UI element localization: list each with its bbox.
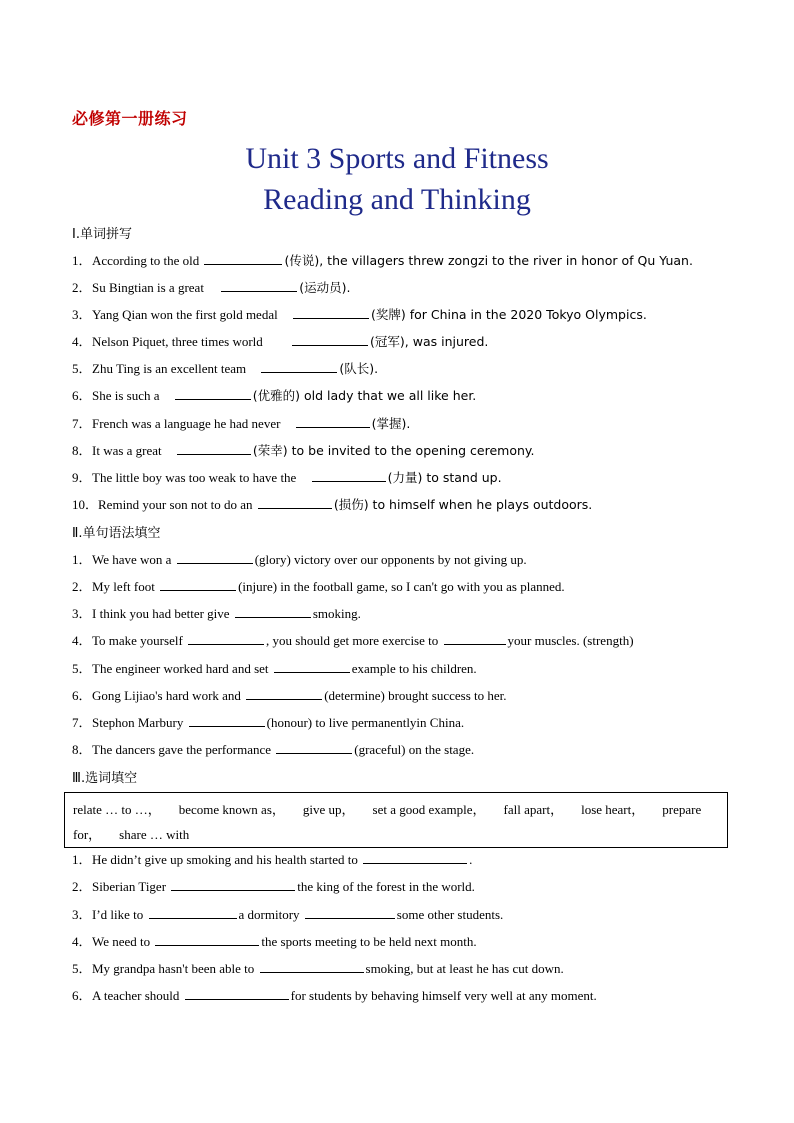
item-number: 2． xyxy=(72,579,92,594)
answer-blank[interactable] xyxy=(293,306,369,319)
word-bank-item: fall apart， xyxy=(503,802,564,817)
s1-item-5 xyxy=(72,358,732,377)
s3-item-2 xyxy=(72,876,732,895)
answer-blank[interactable] xyxy=(189,714,265,727)
section-1-heading: Ⅰ.单词拼写 xyxy=(72,227,132,242)
item-number: 7． xyxy=(72,715,92,730)
item-text: (优雅的) old lady that we all like her. xyxy=(252,388,477,403)
item-text: To make yourself xyxy=(92,633,187,648)
item-text: your muscles. (strength) xyxy=(507,633,634,648)
item-text: Nelson Piquet, three times world xyxy=(92,334,267,349)
item-text: I’d like to xyxy=(92,907,147,922)
item-number: 10． xyxy=(72,497,99,512)
item-number: 2． xyxy=(72,280,92,295)
answer-blank[interactable] xyxy=(155,933,259,946)
item-text: (冠军), was injured. xyxy=(370,334,489,349)
word-bank-item: lose heart， xyxy=(581,802,645,817)
answer-blank[interactable] xyxy=(188,632,264,645)
item-number: 1． xyxy=(72,253,92,268)
answer-blank[interactable] xyxy=(177,551,253,564)
item-number: 3． xyxy=(72,307,92,322)
item-text: smoking, but at least he has cut down. xyxy=(365,961,564,976)
item-text: I think you had better give xyxy=(92,606,233,621)
word-bank xyxy=(64,792,728,848)
item-text: Yang Qian won the first gold medal xyxy=(92,307,281,322)
answer-blank[interactable] xyxy=(221,279,297,292)
item-text: Zhu Ting is an excellent team xyxy=(92,361,250,376)
item-number: 6． xyxy=(72,988,92,1003)
item-number: 5． xyxy=(72,661,92,676)
item-text: (injure) in the football game, so I can't go with you as planned. xyxy=(238,579,565,594)
word-bank-item: share … with xyxy=(119,827,190,842)
answer-blank[interactable] xyxy=(171,878,295,891)
answer-blank[interactable] xyxy=(175,387,251,400)
item-text: He didn’t give up smoking and his health started to xyxy=(92,852,362,867)
word-bank-item: become known as， xyxy=(178,802,285,817)
s2-item-5 xyxy=(72,658,732,677)
item-text: It was a great xyxy=(92,443,165,458)
answer-blank[interactable] xyxy=(261,360,337,373)
item-text: The little boy was too weak to have the xyxy=(92,470,300,485)
item-number: 4． xyxy=(72,334,92,349)
item-text: Siberian Tiger xyxy=(92,879,170,894)
answer-blank[interactable] xyxy=(185,987,289,1000)
s1-item-7 xyxy=(72,413,732,432)
s1-item-4 xyxy=(72,331,732,350)
item-text: (荣幸) to be invited to the opening ceremony. xyxy=(252,443,535,458)
item-number: 1． xyxy=(72,552,92,567)
s3-item-3 xyxy=(72,904,732,923)
item-text: (奖牌) for China in the 2020 Tokyo Olympics. xyxy=(370,307,647,322)
answer-blank[interactable] xyxy=(276,741,352,754)
s2-item-4 xyxy=(72,630,732,649)
answer-blank[interactable] xyxy=(204,252,282,265)
s2-item-7 xyxy=(72,712,732,731)
item-text: (glory) victory over our opponents by not giving up. xyxy=(254,552,527,567)
s2-item-6 xyxy=(72,685,732,704)
item-text: , you should get more exercise to xyxy=(266,633,442,648)
item-number: 4． xyxy=(72,934,92,949)
answer-blank[interactable] xyxy=(305,906,395,919)
word-bank-item: set a good example， xyxy=(372,802,486,817)
item-text: some other students. xyxy=(396,907,504,922)
item-number: 6． xyxy=(72,388,92,403)
item-number: 3． xyxy=(72,907,92,922)
s1-item-8 xyxy=(72,440,732,459)
answer-blank[interactable] xyxy=(312,469,386,482)
answer-blank[interactable] xyxy=(246,687,322,700)
item-number: 1． xyxy=(72,852,92,867)
item-number: 3． xyxy=(72,606,92,621)
item-text: for students by behaving himself very well at any moment. xyxy=(290,988,597,1003)
item-text: The engineer worked hard and set xyxy=(92,661,272,676)
item-number: 5． xyxy=(72,961,92,976)
item-number: 9． xyxy=(72,470,92,485)
item-number: 5． xyxy=(72,361,92,376)
s1-item-6 xyxy=(72,385,732,404)
answer-blank[interactable] xyxy=(160,578,236,591)
word-bank-item: prepare for， xyxy=(73,802,702,842)
s1-item-2 xyxy=(72,277,732,296)
answer-blank[interactable] xyxy=(292,333,368,346)
s1-item-10 xyxy=(72,494,732,513)
s2-item-8 xyxy=(72,739,732,758)
s3-item-4 xyxy=(72,931,732,950)
word-bank-item: give up， xyxy=(302,802,355,817)
s3-item-1 xyxy=(72,849,732,868)
item-text: We need to xyxy=(92,934,154,949)
item-text: (损伤) to himself when he plays outdoors. xyxy=(333,497,593,512)
item-text: (队长). xyxy=(339,361,379,376)
item-text: We have won a xyxy=(92,552,175,567)
s1-item-3 xyxy=(72,304,732,323)
item-text: . xyxy=(469,852,473,867)
item-text: French was a language he had never xyxy=(92,416,284,431)
unit-title: Unit 3 Sports and Fitness xyxy=(245,142,549,175)
item-text: Stephon Marbury xyxy=(92,715,187,730)
answer-blank[interactable] xyxy=(149,906,237,919)
s1-item-1 xyxy=(72,250,732,269)
s2-item-1 xyxy=(72,549,732,568)
section-3-heading: Ⅲ.选词填空 xyxy=(72,771,138,786)
answer-blank[interactable] xyxy=(260,960,364,973)
item-text: Gong Lijiao's hard work and xyxy=(92,688,245,703)
item-text: The dancers gave the performance xyxy=(92,742,275,757)
item-text: the sports meeting to be held next month. xyxy=(261,934,477,949)
item-text: Su Bingtian is a great xyxy=(92,280,208,295)
answer-blank[interactable] xyxy=(363,851,467,864)
item-text: (运动员). xyxy=(299,280,351,295)
item-number: 8． xyxy=(72,742,92,757)
lesson-title: Reading and Thinking xyxy=(263,183,531,216)
item-text: (honour) to live permanentlyin China. xyxy=(266,715,465,730)
item-text: example to his children. xyxy=(351,661,477,676)
s1-item-9 xyxy=(72,467,732,486)
item-text: According to the old xyxy=(92,253,203,268)
item-text: (掌握). xyxy=(371,416,411,431)
s3-item-5 xyxy=(72,958,732,977)
item-text: (graceful) on the stage. xyxy=(354,742,475,757)
s2-item-2 xyxy=(72,576,732,595)
answer-blank[interactable] xyxy=(235,605,311,618)
section-2-heading: Ⅱ.单句语法填空 xyxy=(72,526,161,541)
item-text: A teacher should xyxy=(92,988,183,1003)
item-number: 2． xyxy=(72,879,92,894)
item-number: 4． xyxy=(72,633,92,648)
item-text: a dormitory xyxy=(238,907,303,922)
answer-blank[interactable] xyxy=(296,415,370,428)
item-number: 6． xyxy=(72,688,92,703)
answer-blank[interactable] xyxy=(274,660,350,673)
item-number: 7． xyxy=(72,416,92,431)
answer-blank[interactable] xyxy=(177,442,251,455)
item-text: (传说), the villagers threw zongzi to the river in honor of Qu Yuan. xyxy=(284,253,693,268)
item-number: 8． xyxy=(72,443,92,458)
item-text: smoking. xyxy=(312,606,361,621)
answer-blank[interactable] xyxy=(258,496,332,509)
item-text: My left foot xyxy=(92,579,159,594)
answer-blank[interactable] xyxy=(444,632,506,645)
item-text: (力量) to stand up. xyxy=(387,470,502,485)
item-text: My grandpa hasn't been able to xyxy=(92,961,258,976)
item-text: the king of the forest in the world. xyxy=(297,879,475,894)
s2-item-3 xyxy=(72,603,732,622)
word-bank-item: relate … to …， xyxy=(73,802,161,817)
s3-item-6 xyxy=(72,985,732,1004)
item-text: (determine) brought success to her. xyxy=(324,688,507,703)
book-tag: 必修第一册练习 xyxy=(72,109,188,128)
item-text: She is such a xyxy=(92,388,163,403)
item-text: Remind your son not to do an xyxy=(98,497,256,512)
